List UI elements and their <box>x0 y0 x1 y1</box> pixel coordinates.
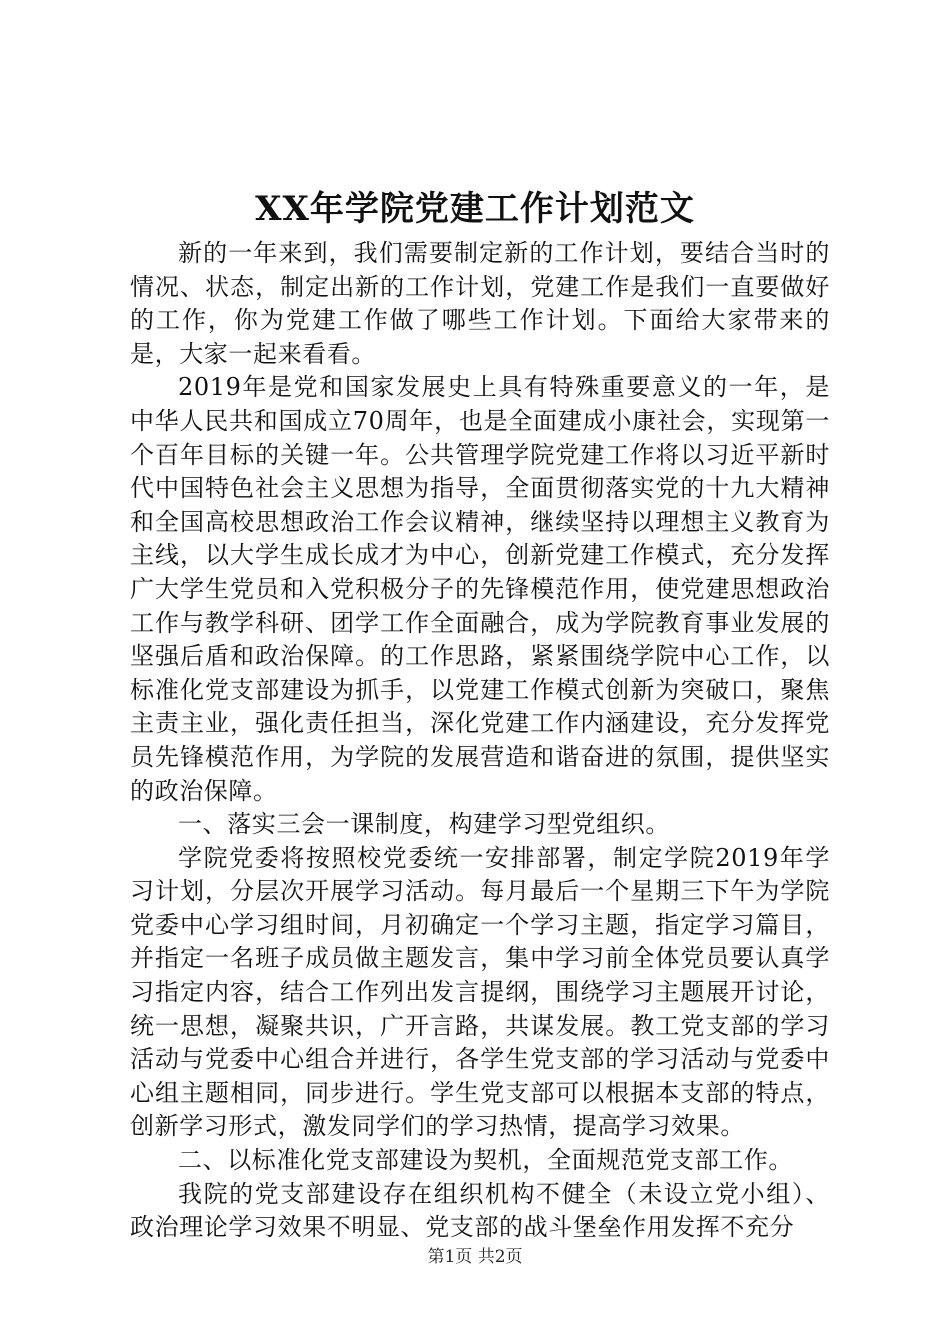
section-heading-1: 一、落实三会一课制度，构建学习型党组织。 <box>178 810 670 839</box>
section-heading-2: 二、以标准化党支部建设为契机，全面规范党支部工作。 <box>178 1146 793 1175</box>
document-body <box>130 237 830 1245</box>
paragraph-overview: 2019年是党和国家发展史上具有特殊重要意义的一年，是中华人民共和国成立70周年，也是全面建成小康社会，实现第一个百年目标的关键一年。公共管理学院党建工作将以习近平新时代中国特色社会主义思想为指导，全面贯彻落实党的十九大精神和全国高校思想政治工作会议精神，继续坚持以理想主义教育为主线，以大学生成长成才为中心，创新党建工作模式，充分发挥广大学生党员和入党积极分子的先锋模范作用，使党建思想政治工作与教学科研、团学工作全面融合，成为学院教育事业发展的坚强后盾和政治保障。的工作思路，紧紧围绕学院中心工作，以标准化党支部建设为抓手，以党建工作模式创新为突破口，聚焦主责主业，强化责任担当，深化党建工作内涵建设，充分发挥党员先锋模范作用，为学院的发展营造和谐奋进的氛围，提供坚实的政治保障。 <box>130 373 830 805</box>
paragraph-intro: 新的一年来到，我们需要制定新的工作计划，要结合当时的情况、状态，制定出新的工作计划，党建工作是我们一直要做好的工作，你为党建工作做了哪些工作计划。下面给大家带来的是，大家一起来看看。 <box>130 239 830 368</box>
document-title: XX年学院党建工作计划范文 <box>255 189 695 229</box>
page-number-footer: 第1页 共2页 <box>427 1247 523 1267</box>
paragraph-section-1: 学院党委将按照校党委统一安排部署，制定学院2019年学习计划，分层次开展学习活动。每月最后一个星期三下午为学院党委中心学习组时间，月初确定一个学习主题，指定学习篇目，并指定一名班子成员做主题发言，集中学习前全体党员要认真学习指定内容，结合工作列出发言提纲，围绕学习主题展开讨论，统一思想，凝聚共识，广开言路，共谋发展。教工党支部的学习活动与党委中心组合并进行，各学生党支部的学习活动与党委中心组主题相同，同步进行。学生党支部可以根据本支部的特点，创新学习形式，激发同学们的学习热情，提高学习效果。 <box>130 843 830 1141</box>
paragraph-section-2: 我院的党支部建设存在组织机构不健全（未设立党小组）、政治理论学习效果不明显、党支部的战斗堡垒作用发挥不充分 <box>130 1179 830 1242</box>
